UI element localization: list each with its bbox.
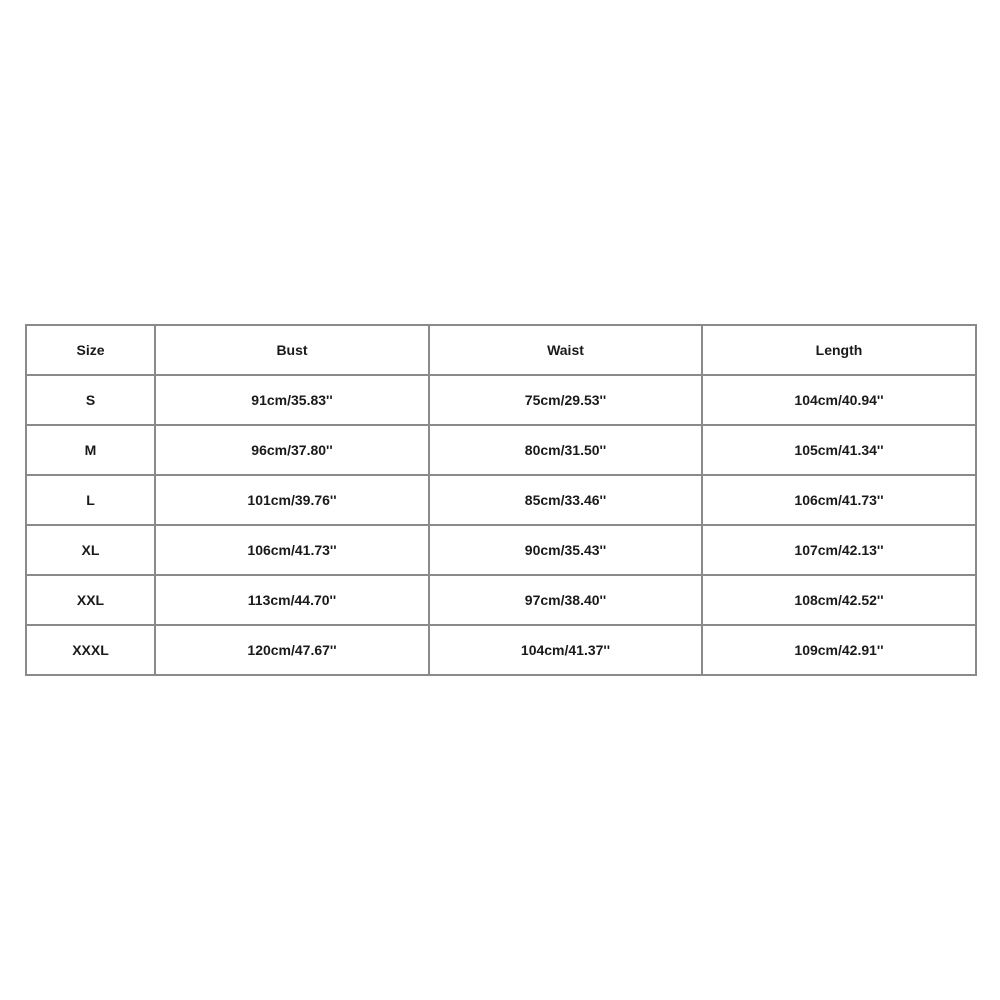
cell-length: 104cm/40.94'': [702, 375, 976, 425]
header-size: Size: [26, 325, 155, 375]
cell-waist: 97cm/38.40'': [429, 575, 702, 625]
table-row: [26, 375, 976, 425]
cell-bust: 120cm/47.67'': [155, 625, 429, 675]
cell-length: 105cm/41.34'': [702, 425, 976, 475]
cell-length: 107cm/42.13'': [702, 525, 976, 575]
cell-waist: 104cm/41.37'': [429, 625, 702, 675]
header-length: Length: [702, 325, 976, 375]
table-row: [26, 425, 976, 475]
cell-size: XL: [26, 525, 155, 575]
cell-waist: 90cm/35.43'': [429, 525, 702, 575]
table-row: [26, 625, 976, 675]
cell-bust: 113cm/44.70'': [155, 575, 429, 625]
table-row: [26, 525, 976, 575]
cell-size: XXL: [26, 575, 155, 625]
cell-bust: 106cm/41.73'': [155, 525, 429, 575]
header-row: [26, 325, 976, 375]
cell-waist: 85cm/33.46'': [429, 475, 702, 525]
cell-bust: 91cm/35.83'': [155, 375, 429, 425]
size-chart-table: [25, 324, 977, 676]
cell-size: S: [26, 375, 155, 425]
cell-size: XXXL: [26, 625, 155, 675]
table-row: [26, 475, 976, 525]
cell-size: M: [26, 425, 155, 475]
header-bust: Bust: [155, 325, 429, 375]
table-row: [26, 575, 976, 625]
cell-bust: 96cm/37.80'': [155, 425, 429, 475]
cell-size: L: [26, 475, 155, 525]
cell-length: 106cm/41.73'': [702, 475, 976, 525]
cell-waist: 75cm/29.53'': [429, 375, 702, 425]
cell-length: 108cm/42.52'': [702, 575, 976, 625]
cell-bust: 101cm/39.76'': [155, 475, 429, 525]
cell-length: 109cm/42.91'': [702, 625, 976, 675]
header-waist: Waist: [429, 325, 702, 375]
cell-waist: 80cm/31.50'': [429, 425, 702, 475]
